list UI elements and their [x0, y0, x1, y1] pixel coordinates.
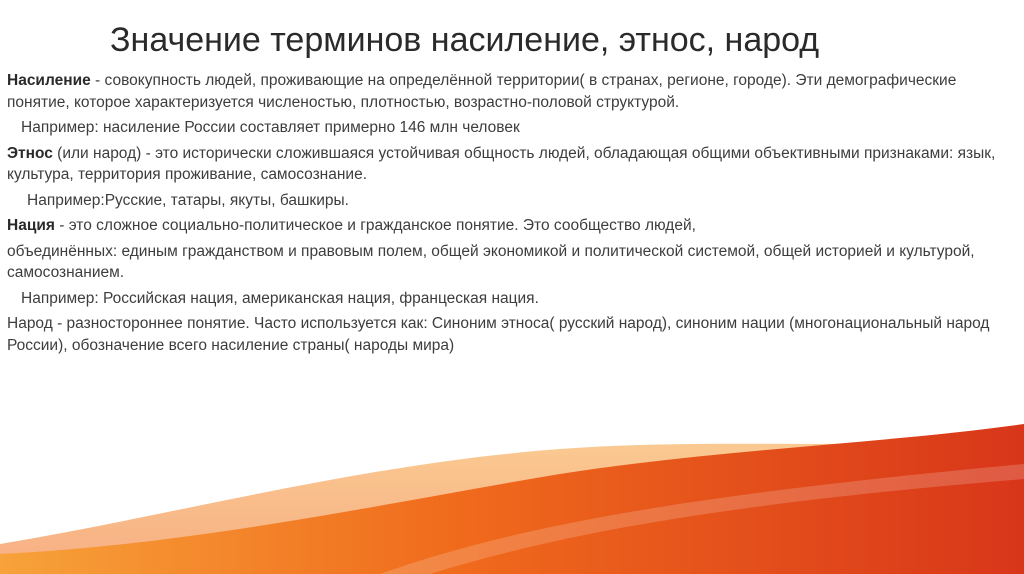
definition-naselenie: - совокупность людей, проживающие на определённой территории( в странах, регионе, городе). Эти демографические понятие, которое характеризуется численостью, плотностью, возрастно-половой структурой. [7, 72, 957, 111]
paragraph-nation-continued: объединённых: единым гражданством и правовым полем, общей экономикой и политической системой, общей историей и культурой, самосознанием. [7, 242, 975, 281]
term-nation: Нация [7, 217, 55, 234]
wave-front [0, 424, 1024, 574]
decorative-wave [0, 394, 1024, 574]
example-naselenie: Например: насиление России составляет примерно 146 млн человек [21, 119, 520, 136]
term-naselenie: Насиление [7, 72, 91, 89]
paragraph-narod: Народ - разностороннее понятие. Часто используется как: Синоним этноса( русский народ), синоним нации (многонациональный народ России), обозначение всего насиление страны( народы мира) [7, 315, 990, 354]
term-ethnos: Этнос [7, 144, 53, 162]
paragraph-naselenie [7, 70, 1012, 113]
example-nation: Например: Российская нация, американская нация, францеская нация. [21, 289, 539, 307]
slide-body [7, 70, 1012, 356]
slide-title: Значение терминов насиление, этнос, народ [110, 21, 820, 59]
definition-ethnos: (или народ) - это исторически сложившаяся устойчивая общность людей, обладающая общими объективными признаками: язык, культура, территория проживание, самосознание. [7, 144, 996, 183]
paragraph-ethnos [7, 143, 1012, 186]
paragraph-nation [7, 215, 1012, 237]
definition-nation: - это сложное социально-политическое и гражданское понятие. Это сообщество людей, [54, 217, 696, 234]
example-ethnos: Например:Русские, татары, якуты, башкиры. [27, 191, 349, 209]
